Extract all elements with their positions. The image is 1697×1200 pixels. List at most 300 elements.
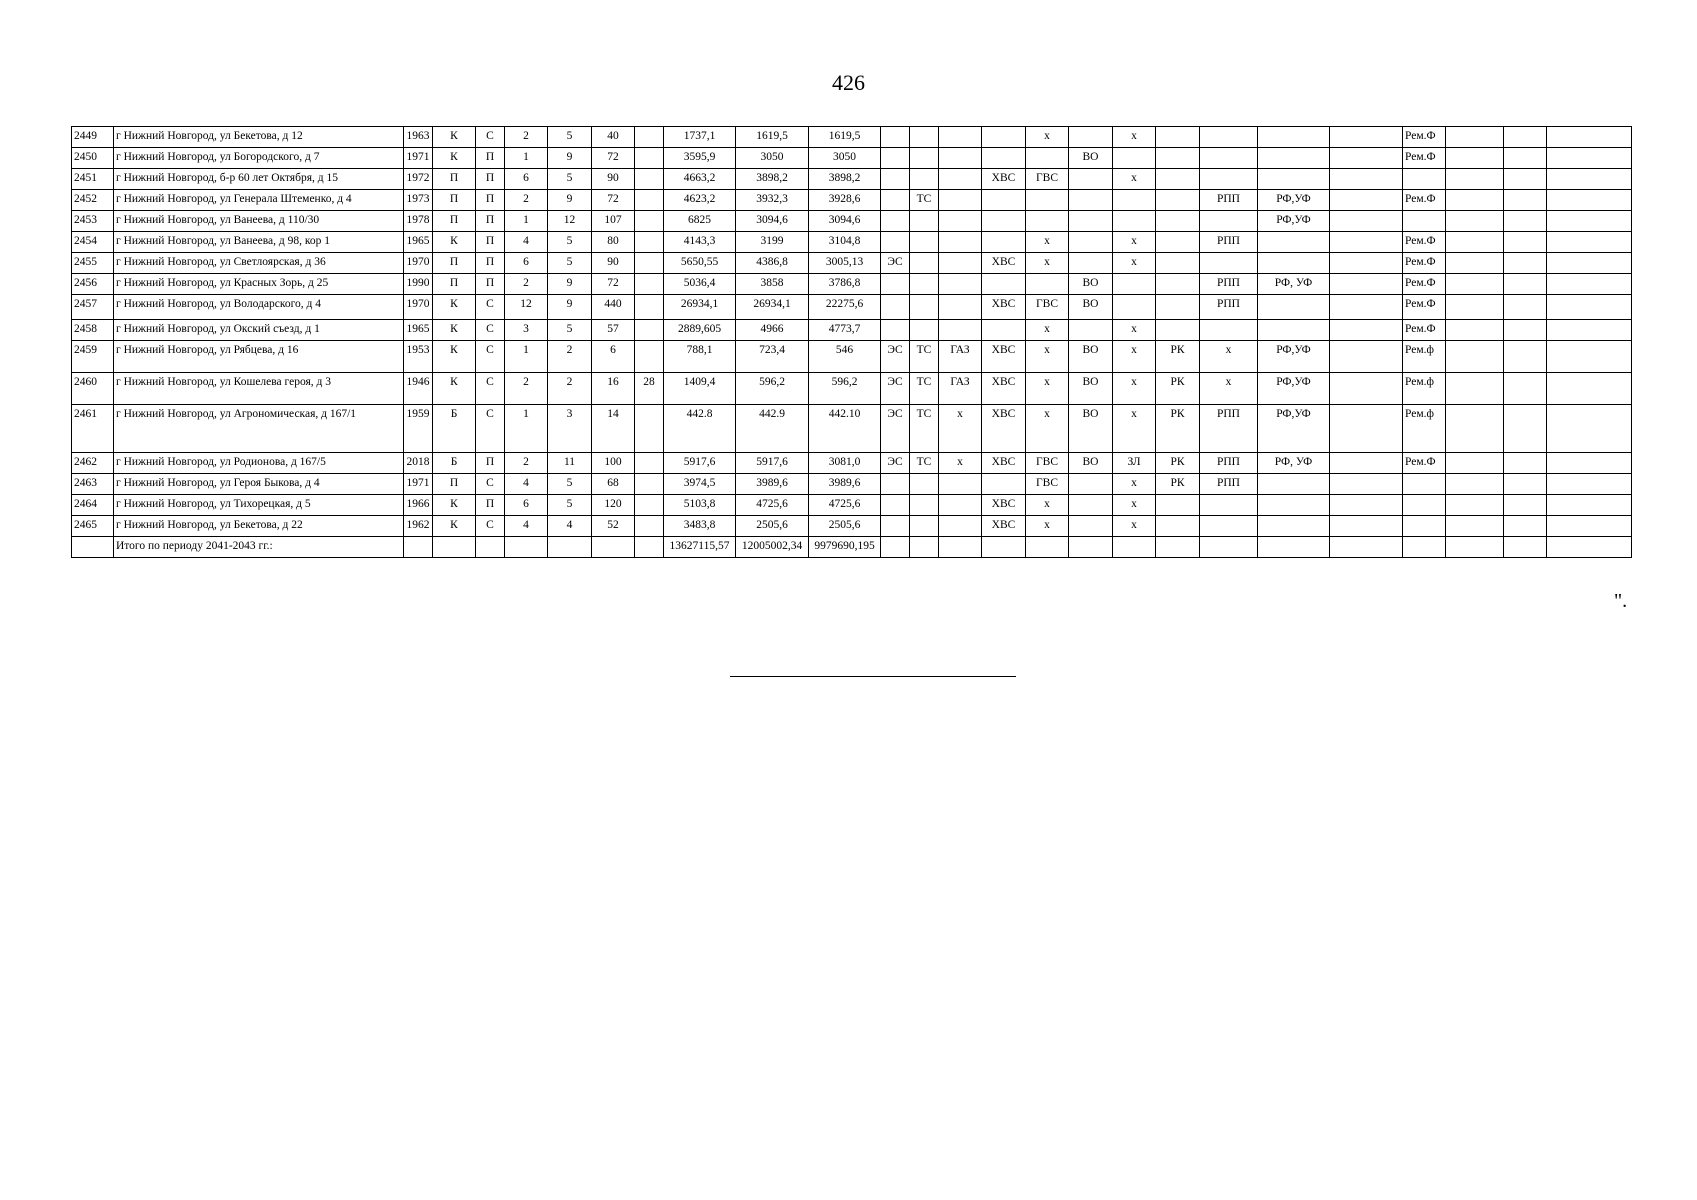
table-cell: РК (1156, 453, 1200, 474)
table-cell: П (433, 190, 476, 211)
table-cell: х (1026, 232, 1069, 253)
table-cell (881, 474, 910, 495)
table-cell: х (1026, 127, 1069, 148)
table-cell (910, 232, 939, 253)
table-cell (910, 495, 939, 516)
table-cell: 14 (592, 405, 635, 453)
table-cell (1504, 516, 1547, 537)
table-cell (939, 495, 982, 516)
table-cell (939, 190, 982, 211)
table-cell: 4725,6 (736, 495, 809, 516)
table-cell (1547, 474, 1632, 495)
table-cell (1446, 295, 1504, 320)
separator-line (730, 676, 1016, 677)
table-cell-address: Итого по периоду 2041-2043 гг.: (114, 537, 404, 558)
table-cell: 788,1 (664, 341, 736, 373)
table-cell-number: 2458 (72, 320, 114, 341)
table-cell (1200, 127, 1258, 148)
table-cell (635, 453, 664, 474)
table-cell: Рем.Ф (1403, 190, 1446, 211)
closing-quote: ". (1614, 590, 1628, 612)
table-cell: х (1026, 405, 1069, 453)
table-cell (1504, 295, 1547, 320)
table-cell (982, 537, 1026, 558)
table-cell-address: г Нижний Новгород, б-р 60 лет Октября, д 15 (114, 169, 404, 190)
table-cell (1200, 148, 1258, 169)
table-cell: К (433, 516, 476, 537)
table-cell-number: 2454 (72, 232, 114, 253)
table-cell (910, 127, 939, 148)
table-cell (1156, 495, 1200, 516)
table-cell: х (1113, 516, 1156, 537)
table-cell: ТС (910, 373, 939, 405)
table-cell (982, 274, 1026, 295)
table-cell: ХВС (982, 169, 1026, 190)
table-cell: К (433, 295, 476, 320)
table-cell: 9 (548, 295, 592, 320)
table-cell: ТС (910, 341, 939, 373)
table-cell: 5036,4 (664, 274, 736, 295)
table-cell (635, 341, 664, 373)
table-cell: 1 (505, 211, 548, 232)
table-cell (1113, 148, 1156, 169)
table-cell-address: г Нижний Новгород, ул Родионова, д 167/5 (114, 453, 404, 474)
table-cell: Рем.ф (1403, 405, 1446, 453)
table-cell (1446, 148, 1504, 169)
table-cell: 5917,6 (664, 453, 736, 474)
table-cell (1504, 537, 1547, 558)
table-cell (1156, 320, 1200, 341)
table-cell: 546 (809, 341, 881, 373)
table-cell (1547, 495, 1632, 516)
table-cell: 4 (505, 474, 548, 495)
table-cell: 3094,6 (736, 211, 809, 232)
table-cell: 3050 (809, 148, 881, 169)
table-cell: ЭС (881, 253, 910, 274)
table-cell (635, 232, 664, 253)
table-cell: 6 (592, 341, 635, 373)
table-cell (881, 148, 910, 169)
table-cell: Рем.ф (1403, 373, 1446, 405)
table-cell-address: г Нижний Новгород, ул Агрономическая, д 167/1 (114, 405, 404, 453)
table-cell: 3 (548, 405, 592, 453)
table-cell (1403, 211, 1446, 232)
table-cell: х (1200, 341, 1258, 373)
table-cell: 11 (548, 453, 592, 474)
table-cell (1330, 341, 1403, 373)
table-cell (1504, 211, 1547, 232)
table-cell: 1409,4 (664, 373, 736, 405)
table-cell (1200, 320, 1258, 341)
table-cell: 12005002,34 (736, 537, 809, 558)
table-cell (1330, 405, 1403, 453)
table-cell: 5 (548, 169, 592, 190)
table-cell-number: 2464 (72, 495, 114, 516)
table-cell: ВО (1069, 405, 1113, 453)
table-cell: х (1113, 373, 1156, 405)
table-cell: 2505,6 (736, 516, 809, 537)
table-cell (1069, 495, 1113, 516)
table-cell: ВО (1069, 295, 1113, 320)
table-cell: 12 (548, 211, 592, 232)
table-cell: 1972 (404, 169, 433, 190)
table-cell: ТС (910, 405, 939, 453)
table-cell (1547, 405, 1632, 453)
table-cell: 2 (548, 341, 592, 373)
table-cell: 72 (592, 190, 635, 211)
table-cell (1547, 169, 1632, 190)
table-row (72, 148, 1632, 169)
table-cell: Б (433, 405, 476, 453)
table-cell (1200, 211, 1258, 232)
table-cell: Рем.Ф (1403, 253, 1446, 274)
table-cell: РПП (1200, 190, 1258, 211)
table-cell: РПП (1200, 405, 1258, 453)
table-cell: ГАЗ (939, 341, 982, 373)
table-cell: х (1026, 320, 1069, 341)
table-cell (635, 127, 664, 148)
table-cell-address: г Нижний Новгород, ул Красных Зорь, д 25 (114, 274, 404, 295)
table-cell: К (433, 148, 476, 169)
table-cell (1156, 169, 1200, 190)
table-cell (1156, 516, 1200, 537)
table-cell: П (476, 148, 505, 169)
table-cell (1446, 516, 1504, 537)
table-cell (1113, 295, 1156, 320)
table-cell (1547, 148, 1632, 169)
table-cell: 6 (505, 253, 548, 274)
table-cell: 3989,6 (736, 474, 809, 495)
table-row (72, 453, 1632, 474)
table-cell (635, 537, 664, 558)
table-cell-number: 2453 (72, 211, 114, 232)
table-cell (1547, 190, 1632, 211)
table-cell: РК (1156, 373, 1200, 405)
table-cell: 22275,6 (809, 295, 881, 320)
table-cell (635, 274, 664, 295)
table-cell (404, 537, 433, 558)
table-cell: 4 (505, 232, 548, 253)
table-cell (1258, 537, 1330, 558)
table-cell: К (433, 373, 476, 405)
table-cell (1446, 341, 1504, 373)
table-cell: х (939, 405, 982, 453)
table-cell: К (433, 127, 476, 148)
table-cell (1069, 211, 1113, 232)
table-cell (1069, 516, 1113, 537)
table-cell-number: 2455 (72, 253, 114, 274)
table-cell: П (433, 211, 476, 232)
page-number: 426 (832, 70, 865, 95)
table-cell (1446, 373, 1504, 405)
table-row (72, 474, 1632, 495)
table-cell: 13627115,57 (664, 537, 736, 558)
table-cell-number: 2465 (72, 516, 114, 537)
table-cell (939, 320, 982, 341)
table-cell (1330, 190, 1403, 211)
table-cell: 9 (548, 190, 592, 211)
table-cell (982, 320, 1026, 341)
table-cell: К (433, 341, 476, 373)
table-row (72, 516, 1632, 537)
table-cell-address: г Нижний Новгород, ул Володарского, д 4 (114, 295, 404, 320)
table-cell (1547, 453, 1632, 474)
table-cell: 4143,3 (664, 232, 736, 253)
table-cell (1258, 253, 1330, 274)
table-cell (1258, 232, 1330, 253)
table-cell: С (476, 295, 505, 320)
table-cell (1504, 253, 1547, 274)
table-cell: 3094,6 (809, 211, 881, 232)
table-cell (635, 190, 664, 211)
table-cell: ЭС (881, 405, 910, 453)
table-cell: РФ,УФ (1258, 373, 1330, 405)
table-cell: 3050 (736, 148, 809, 169)
table-cell (1258, 169, 1330, 190)
table-cell: 5 (548, 253, 592, 274)
table-cell: Рем.Ф (1403, 232, 1446, 253)
table-cell (1156, 190, 1200, 211)
table-cell: х (1026, 373, 1069, 405)
table-cell (1026, 211, 1069, 232)
table-row (72, 495, 1632, 516)
table-cell (1258, 127, 1330, 148)
table-cell (1504, 127, 1547, 148)
table-cell (939, 537, 982, 558)
table-cell (1258, 516, 1330, 537)
table-cell (939, 253, 982, 274)
table-cell: 723,4 (736, 341, 809, 373)
table-cell: 52 (592, 516, 635, 537)
table-cell (881, 127, 910, 148)
table-cell: 1971 (404, 148, 433, 169)
table-cell (1446, 190, 1504, 211)
table-cell: 107 (592, 211, 635, 232)
table-cell (1069, 253, 1113, 274)
table-cell: х (1113, 405, 1156, 453)
table-cell (1446, 474, 1504, 495)
table-cell: х (1113, 341, 1156, 373)
table-cell-number: 2463 (72, 474, 114, 495)
table-cell (1330, 274, 1403, 295)
table-cell: П (476, 232, 505, 253)
table-cell: ХВС (982, 405, 1026, 453)
table-cell: РПП (1200, 274, 1258, 295)
table-cell: ХВС (982, 253, 1026, 274)
table-cell (881, 274, 910, 295)
table-cell: РПП (1200, 453, 1258, 474)
table-cell: 4 (548, 516, 592, 537)
table-cell: ХВС (982, 495, 1026, 516)
table-cell: 1978 (404, 211, 433, 232)
table-cell: РК (1156, 405, 1200, 453)
table-cell: ХВС (982, 341, 1026, 373)
table-cell: К (433, 495, 476, 516)
table-cell (910, 516, 939, 537)
table-cell: П (433, 474, 476, 495)
table-cell (476, 537, 505, 558)
table-cell (1547, 320, 1632, 341)
table-cell: 80 (592, 232, 635, 253)
table-cell (1330, 495, 1403, 516)
table-cell: ХВС (982, 516, 1026, 537)
table-cell: 57 (592, 320, 635, 341)
table-cell: 1962 (404, 516, 433, 537)
table-cell (1026, 190, 1069, 211)
table-cell: Рем.Ф (1403, 127, 1446, 148)
table-cell (939, 474, 982, 495)
table-cell: П (476, 495, 505, 516)
table-cell: Рем.Ф (1403, 274, 1446, 295)
table-cell: ВО (1069, 148, 1113, 169)
table-cell: 4386,8 (736, 253, 809, 274)
table-cell (982, 211, 1026, 232)
table-cell-address: г Нижний Новгород, ул Светлоярская, д 36 (114, 253, 404, 274)
table-cell (1258, 148, 1330, 169)
table-cell (1330, 474, 1403, 495)
table-cell: х (1026, 516, 1069, 537)
table-cell (1446, 405, 1504, 453)
table-cell-number: 2457 (72, 295, 114, 320)
table-cell (1330, 320, 1403, 341)
table-cell (1403, 495, 1446, 516)
table-cell (939, 516, 982, 537)
table-cell (939, 274, 982, 295)
table-row (72, 320, 1632, 341)
table-cell (910, 253, 939, 274)
table-cell: С (476, 127, 505, 148)
table-cell: 2 (505, 190, 548, 211)
table-cell-number: 2461 (72, 405, 114, 453)
table-cell (1258, 320, 1330, 341)
table-cell (1446, 320, 1504, 341)
table-cell (910, 274, 939, 295)
table-cell: РК (1156, 474, 1200, 495)
table-cell: х (1113, 253, 1156, 274)
table-cell (881, 169, 910, 190)
table-cell (1330, 453, 1403, 474)
table-row (72, 211, 1632, 232)
table-cell: 1737,1 (664, 127, 736, 148)
table-cell: 2 (548, 373, 592, 405)
table-row (72, 341, 1632, 373)
table-cell (1504, 274, 1547, 295)
table-cell (1446, 232, 1504, 253)
table-cell-address: г Нижний Новгород, ул Героя Быкова, д 4 (114, 474, 404, 495)
table-cell (1446, 453, 1504, 474)
table-cell: 1970 (404, 253, 433, 274)
table-cell (1547, 211, 1632, 232)
table-cell: 1973 (404, 190, 433, 211)
table-cell: ЭС (881, 453, 910, 474)
table-cell: х (1026, 253, 1069, 274)
table-cell: х (1113, 127, 1156, 148)
table-cell: П (476, 453, 505, 474)
table-cell: 1619,5 (736, 127, 809, 148)
table-cell: С (476, 474, 505, 495)
table-cell (1446, 211, 1504, 232)
table-cell (881, 516, 910, 537)
table-cell (939, 127, 982, 148)
table-cell (910, 211, 939, 232)
table-cell: 9979690,195 (809, 537, 881, 558)
table-cell (635, 405, 664, 453)
table-cell (1156, 537, 1200, 558)
table-cell: ЭС (881, 373, 910, 405)
table-cell: 1 (505, 405, 548, 453)
table-cell: РФ,УФ (1258, 405, 1330, 453)
table-cell: 4773,7 (809, 320, 881, 341)
table-cell: 3483,8 (664, 516, 736, 537)
table-cell (1069, 169, 1113, 190)
table-row (72, 127, 1632, 148)
table-cell: 1990 (404, 274, 433, 295)
table-cell (1547, 253, 1632, 274)
table-cell (1330, 127, 1403, 148)
table-cell: К (433, 320, 476, 341)
table-cell (1258, 474, 1330, 495)
table-cell-number: 2449 (72, 127, 114, 148)
table-cell: 3898,2 (736, 169, 809, 190)
table-cell: 3104,8 (809, 232, 881, 253)
table-cell: ВО (1069, 341, 1113, 373)
table-cell: С (476, 320, 505, 341)
table-cell: 5650,55 (664, 253, 736, 274)
table-cell (1403, 537, 1446, 558)
table-cell (1113, 190, 1156, 211)
table-cell (910, 320, 939, 341)
table-cell: 3858 (736, 274, 809, 295)
table-cell: 3081,0 (809, 453, 881, 474)
table-cell: 1953 (404, 341, 433, 373)
table-cell (1156, 232, 1200, 253)
table-cell-number (72, 537, 114, 558)
table-row (72, 232, 1632, 253)
table-cell: 26934,1 (664, 295, 736, 320)
table-cell (1547, 274, 1632, 295)
table-cell (1547, 373, 1632, 405)
table-cell: 72 (592, 148, 635, 169)
table-cell: 3 (505, 320, 548, 341)
table-cell: 90 (592, 169, 635, 190)
table-cell (1504, 190, 1547, 211)
table-cell (1330, 253, 1403, 274)
table-cell: П (476, 169, 505, 190)
table-cell (635, 295, 664, 320)
table-cell (1504, 373, 1547, 405)
table-cell (1547, 295, 1632, 320)
table-cell: РК (1156, 341, 1200, 373)
table-cell: 2505,6 (809, 516, 881, 537)
table-cell (881, 495, 910, 516)
table-cell: 3786,8 (809, 274, 881, 295)
table-cell (1156, 274, 1200, 295)
table-cell (1547, 537, 1632, 558)
table-cell (1547, 341, 1632, 373)
table-cell: 2 (505, 373, 548, 405)
table-cell (1446, 537, 1504, 558)
table-cell-address: г Нижний Новгород, ул Бекетова, д 12 (114, 127, 404, 148)
table-cell (1403, 474, 1446, 495)
table-cell: 28 (635, 373, 664, 405)
table-cell: П (433, 274, 476, 295)
table-cell: 2018 (404, 453, 433, 474)
table-cell: 1966 (404, 495, 433, 516)
table-cell: 3898,2 (809, 169, 881, 190)
table-cell: 3595,9 (664, 148, 736, 169)
table-cell: 5 (548, 232, 592, 253)
table-cell: 1 (505, 341, 548, 373)
